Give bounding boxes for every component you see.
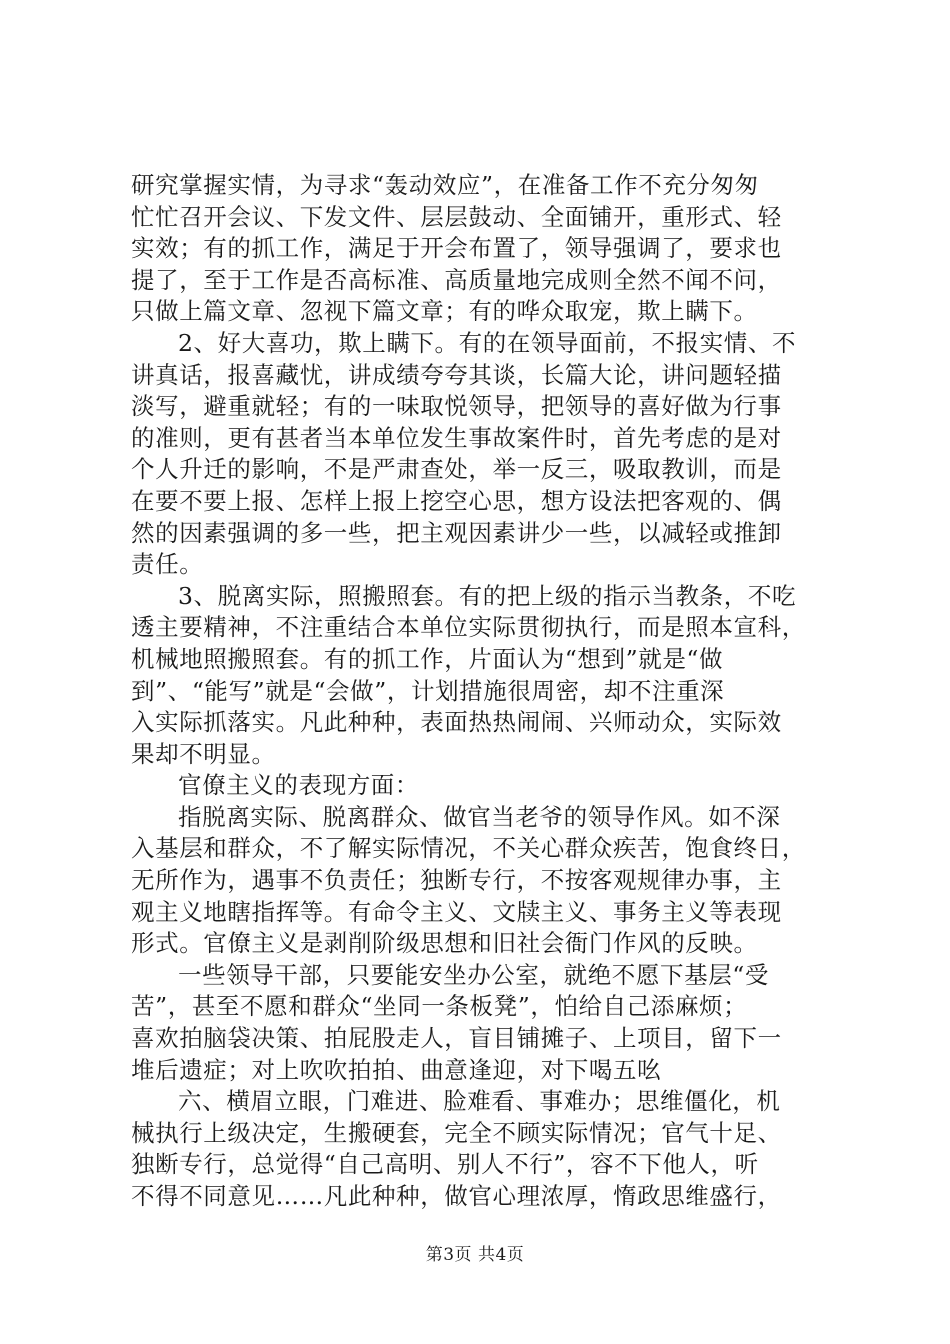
paragraph-start-line: 2、好大喜功，欺上瞒下。有的在领导面前，不报实情、不	[178, 328, 797, 357]
paragraph-start-line: 指脱离实际、脱离群众、做官当老爷的领导作风。如不深	[178, 802, 781, 831]
text-line: 入实际抓落实。凡此种种，表面热热闹闹、兴师动众，实际效	[131, 708, 782, 737]
text-line: 果却不明显。	[131, 739, 276, 768]
text-line: 实效；有的抓工作，满足于开会布置了，领导强调了，要求也	[131, 234, 782, 263]
text-line: 的准则，更有甚者当本单位发生事故案件时，首先考虑的是对	[131, 423, 782, 452]
text-line: 然的因素强调的多一些，把主观因素讲少一些，以减轻或推卸	[131, 518, 782, 547]
text-line: 忙忙召开会议、下发文件、层层鼓动、全面铺开，重形式、轻	[131, 202, 782, 231]
text-line: 械执行上级决定，生搬硬套，完全不顾实际情况；官气十足、	[131, 1118, 782, 1147]
text-line: 淡写，避重就轻；有的一味取悦领导，把领导的喜好做为行事	[131, 392, 782, 421]
text-line: 只做上篇文章、忽视下篇文章；有的哗众取宠，欺上瞒下。	[131, 297, 758, 326]
text-line: 独断专行，总觉得“自己高明、别人不行”，容不下他人，听	[131, 1150, 759, 1179]
text-line: 机械地照搬照套。有的抓工作，片面认为“想到”就是“做	[131, 644, 724, 673]
text-line: 透主要精神，不注重结合本单位实际贯彻执行，而是照本宣科，	[131, 613, 806, 642]
paragraph-start-line: 一些领导干部，只要能安坐办公室，就绝不愿下基层“受	[178, 960, 770, 989]
text-line: 不得不同意见……凡此种种，做官心理浓厚，惰政思维盛行，	[131, 1182, 782, 1210]
text-line: 入基层和群众，不了解实际情况，不关心群众疾苦，饱食终日，	[131, 834, 806, 863]
text-line: 研究掌握实情，为寻求“轰动效应”，在准备工作不充分匆匆	[131, 171, 759, 199]
text-line: 苦”，甚至不愿和群众“坐同一条板凳”，怕给自己添麻烦；	[131, 992, 748, 1021]
page-footer: 第3页 共4页	[425, 1245, 525, 1265]
document-body	[131, 170, 831, 1213]
text-line: 讲真话，报喜藏忧，讲成绩夸夸其谈，长篇大论，讲问题轻描	[131, 360, 782, 389]
text-line: 堆后遗症；对上吹吹拍拍、曲意逢迎，对下喝五吆	[131, 1055, 662, 1084]
text-line: 提了，至于工作是否高标准、高质量地完成则全然不闻不问，	[131, 265, 782, 294]
paragraph-start-line: 六、横眉立眼，门难进、脸难看、事难办；思维僵化，机	[178, 1087, 781, 1116]
paragraph-start-line: 3、脱离实际，照搬照套。有的把上级的指示当教条，不吃	[178, 581, 797, 610]
text-line: 在要不要上报、怎样上报上挖空心思，想方设法把客观的、偶	[131, 486, 782, 515]
section-heading: 官僚主义的表现方面：	[178, 771, 419, 800]
text-line: 形式。官僚主义是剥削阶级思想和旧社会衙门作风的反映。	[131, 929, 758, 958]
text-line: 喜欢拍脑袋决策、拍屁股走人，盲目铺摊子、上项目，留下一	[131, 1024, 782, 1053]
text-line: 无所作为，遇事不负责任；独断专行，不按客观规律办事，主	[131, 866, 782, 895]
text-line: 到”、“能写”就是“会做”，计划措施很周密，却不注重深	[131, 676, 725, 705]
text-line: 责任。	[131, 550, 204, 579]
text-line: 个人升迁的影响，不是严肃查处，举一反三，吸取教训，而是	[131, 455, 782, 484]
text-line: 观主义地瞎指挥等。有命令主义、文牍主义、事务主义等表现	[131, 897, 782, 926]
